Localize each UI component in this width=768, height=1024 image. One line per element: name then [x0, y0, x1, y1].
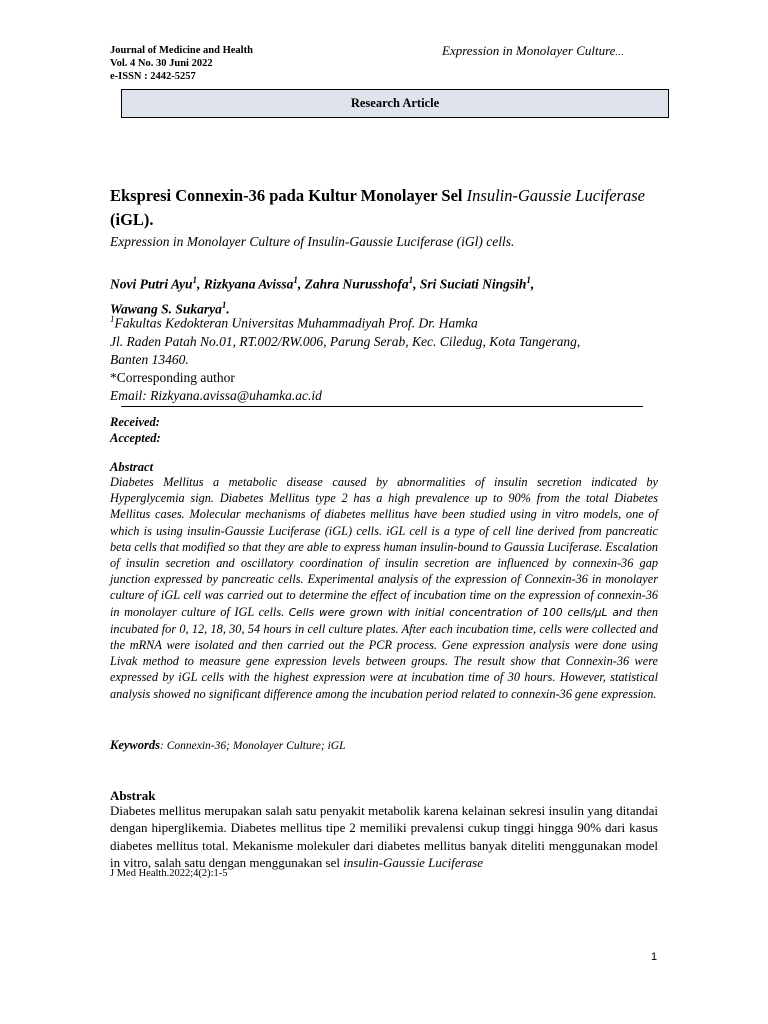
author-affil-sup: 1 — [526, 275, 531, 285]
keywords-line — [110, 738, 345, 753]
abstract-text-b: Cells were grown with initial concentration of 100 cells/µL and — [288, 606, 633, 619]
abstrak-text-italic: insulin-Gaussie Luciferase — [343, 854, 483, 870]
affiliation-line2: Jl. Raden Patah No.01, RT.002/RW.006, Parung Serab, Kec. Ciledug, Kota Tangerang, — [110, 333, 581, 349]
running-title — [442, 43, 623, 59]
abstrak-text — [110, 802, 658, 871]
author-name: Novi Putri Ayu — [110, 276, 193, 292]
article-dates — [110, 414, 161, 446]
author-affil-sup: 1 — [221, 299, 227, 310]
running-title-ellipsis: … — [615, 47, 624, 57]
author-name: Zahra Nurusshofa — [304, 276, 409, 292]
author-separator: , — [413, 276, 420, 292]
abstract-heading: Abstract — [110, 460, 154, 474]
journal-issn: e-ISSN : 2442-5257 — [110, 71, 196, 82]
keywords-value: : Connexin-36; Monolayer Culture; iGL — [160, 740, 346, 752]
title-italic: Insulin-Gaussie Luciferase — [466, 186, 645, 205]
corresponding-email[interactable]: Email: Rizkyana.avissa@uhamka.ac.id — [110, 387, 322, 403]
journal-name: Journal of Medicine and Health — [110, 45, 253, 56]
article-type-banner: Research Article — [121, 89, 669, 118]
citation-footer: J Med Health.2022;4(2):1-5 — [110, 868, 228, 879]
abstrak-heading: Abstrak — [110, 788, 156, 803]
abstract-text-a: Diabetes Mellitus a metabolic disease caused by abnormalities of insulin secretion indicated by Hyperglycemia sign. Diabetes Mellitus type 2 has a high prevalence up to 90% from the total Diabetes Mellitus cases. Molecular mechanisms of diabetes mellitus have been studied using in vitro models, one of which is using insulin-Gaussie Luciferase (iGL) cells. iGL cell is a type of cell line derived from pancreatic beta cells that modified so that they are able to express human insulin-bound to Gaussia Luciferase. Escalation of insulin secretion and oscillatory coordination of insulin secretion are influenced by connexin-36 gap junction expressed by pancreatic cells. Experimental analysis of the expression of Connexin-36 in monolayer culture of iGL cell was carried out to determine the effect of incubation time on the expression of connexin-36 in monolayer culture of IGL cells. — [110, 475, 658, 619]
received-label: Received: — [110, 415, 160, 429]
affiliation-line1: Fakultas Kedokteran Universitas Muhammadiyah Prof. Dr. Hamka — [114, 315, 478, 331]
section-divider — [121, 406, 643, 407]
affiliation-line3: Banten 13460. — [110, 351, 189, 367]
author-separator: , — [297, 276, 305, 292]
affiliation-sup: 1 — [110, 314, 115, 324]
journal-volume: Vol. 4 No. 30 Juni 2022 — [110, 58, 213, 69]
abstract-text — [110, 474, 658, 702]
journal-info — [110, 44, 253, 83]
title-part1: Ekspresi Connexin-36 pada Kultur Monolayer Sel — [110, 186, 467, 205]
page-number: 1 — [651, 951, 658, 963]
accepted-label: Accepted: — [110, 431, 161, 445]
running-title-text: Expression in Monolayer Culture — [442, 43, 616, 58]
corresponding-author: *Corresponding author — [110, 369, 235, 385]
article-title — [110, 184, 670, 232]
keywords-label: Keywords — [110, 738, 160, 752]
author-affil-sup: 1 — [293, 275, 298, 285]
author-name: Sri Suciati Ningsih — [419, 276, 527, 292]
author-affil-sup: 1 — [408, 275, 414, 285]
author-name: Rizkyana Avissa — [203, 276, 294, 292]
abstract-text-c: then incubated for 0, 12, 18, 30, 54 hours in cell culture plates. After each incubation time, cells were collected and the mRNA were isolated and then carried out the PCR process. Gene expression analysis were done using Livak method to measure gene expression levels between groups. The result show that Connexin-36 were expressed by iGL cells with the highest expression were at incubation time of 30 hours. However, statistical analysis showed no significant difference among the incubation period related to connexin-36 gene expression. — [110, 604, 659, 701]
affiliation-block — [110, 310, 670, 405]
article-subtitle: Expression in Monolayer Culture of Insulin-Gaussie Luciferase (iGl) cells. — [110, 234, 515, 249]
author-name: Wawang S. Sukarya — [110, 301, 222, 316]
author-separator: . — [226, 301, 230, 316]
abstrak-text-main: Diabetes mellitus merupakan salah satu penyakit metabolik karena kelainan sekresi insulin yang ditandai dengan hiperglikemia. Diabetes mellitus tipe 2 memiliki prevalensi cukup tinggi hingga 90% dari kasus diabetes mellitus total. Mekanisme molekuler dari diabetes mellitus banyak diteliti menggunakan model in vitro, salah satu dengan menggunakan sel — [110, 803, 658, 870]
author-separator: , — [197, 276, 204, 292]
author-affil-sup: 1 — [192, 275, 198, 285]
author-separator: , — [530, 276, 535, 292]
title-part2: (iGL). — [110, 210, 154, 229]
